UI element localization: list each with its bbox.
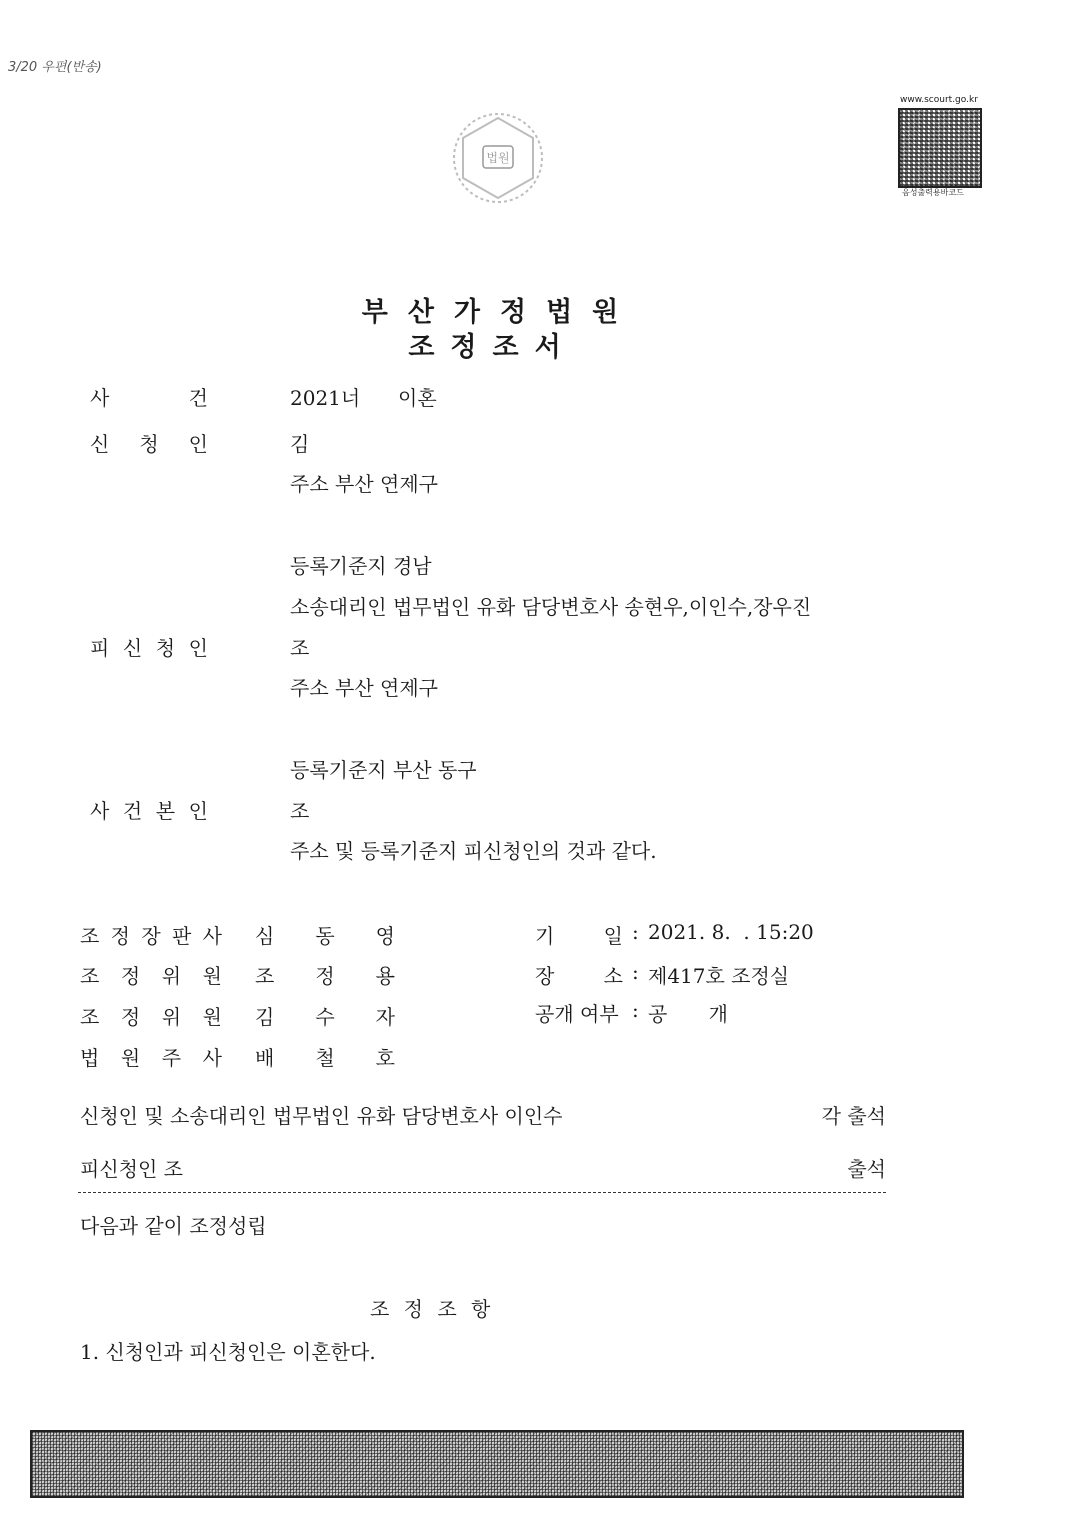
attendance-status: 출석 [847, 1157, 886, 1181]
applicant-address: 주소 부산 연제구 [290, 472, 438, 496]
case-type: 이혼 [398, 386, 437, 410]
official-name: 김 수 자 [255, 1005, 395, 1029]
terms-heading: 조 정 조 항 [370, 1297, 495, 1321]
applicant-registry: 등록기준지 경남 [290, 554, 432, 578]
respondent-label: 피 신 청 인 [90, 636, 208, 660]
qr-url: www.scourt.go.kr [900, 95, 978, 105]
session-colon: : [632, 960, 639, 984]
official-role: 법 원 주 사 [80, 1046, 222, 1070]
official-name: 심 동 영 [255, 924, 395, 948]
applicant-name: 김 [290, 432, 310, 456]
document-title: 조정조서 [408, 332, 577, 363]
attendance-status: 각 출석 [821, 1104, 886, 1128]
court-title: 부산가정법원 [361, 297, 639, 328]
session-public: 공 개 [648, 1002, 728, 1026]
handwritten-note: 3/20 우편(반송) [8, 60, 102, 75]
session-colon: : [632, 998, 639, 1022]
attendance-party: 신청인 및 소송대리인 법무법인 유화 담당변호사 이인수 [80, 1104, 563, 1128]
official-role: 조 정 위 원 [80, 1005, 222, 1029]
respondent-registry: 등록기준지 부산 동구 [290, 758, 477, 782]
session-colon: : [632, 920, 639, 944]
case-label: 사 건 [90, 386, 208, 410]
applicant-counsel: 소송대리인 법무법인 유화 담당변호사 송현우,이인수,장우진 [290, 595, 812, 619]
qr-caption: 음성출력용바코드 [902, 188, 964, 197]
official-role: 조 정 위 원 [80, 964, 222, 988]
official-name: 배 철 호 [255, 1046, 395, 1070]
dashed-divider [78, 1192, 886, 1193]
seal-text: 법원 [486, 151, 510, 165]
barcode-icon [30, 1430, 964, 1498]
official-name: 조 정 용 [255, 964, 395, 988]
session-label: 장 소 [535, 964, 623, 988]
session-date: 2021. 8. . 15:20 [648, 920, 814, 944]
principal-note: 주소 및 등록기준지 피신청인의 것과 같다. [290, 839, 657, 863]
principal-name: 조 [290, 799, 310, 823]
attendance-party: 피신청인 조 [80, 1157, 183, 1181]
respondent-address: 주소 부산 연제구 [290, 676, 438, 700]
session-label: 기 일 [535, 924, 623, 948]
case-number: 2021너 [290, 386, 361, 410]
court-seal-icon [443, 108, 553, 208]
principal-label: 사 건 본 인 [90, 799, 208, 823]
respondent-name: 조 [290, 636, 310, 660]
session-place: 제417호 조정실 [648, 964, 790, 988]
session-label: 공개 여부 [535, 1002, 619, 1026]
applicant-label: 신 청 인 [90, 432, 208, 456]
mediation-result: 다음과 같이 조정성립 [80, 1214, 267, 1238]
qr-code-icon [898, 108, 982, 188]
official-role: 조 정 장 판 사 [80, 924, 222, 948]
terms-item: 1. 신청인과 피신청인은 이혼한다. [80, 1340, 376, 1364]
